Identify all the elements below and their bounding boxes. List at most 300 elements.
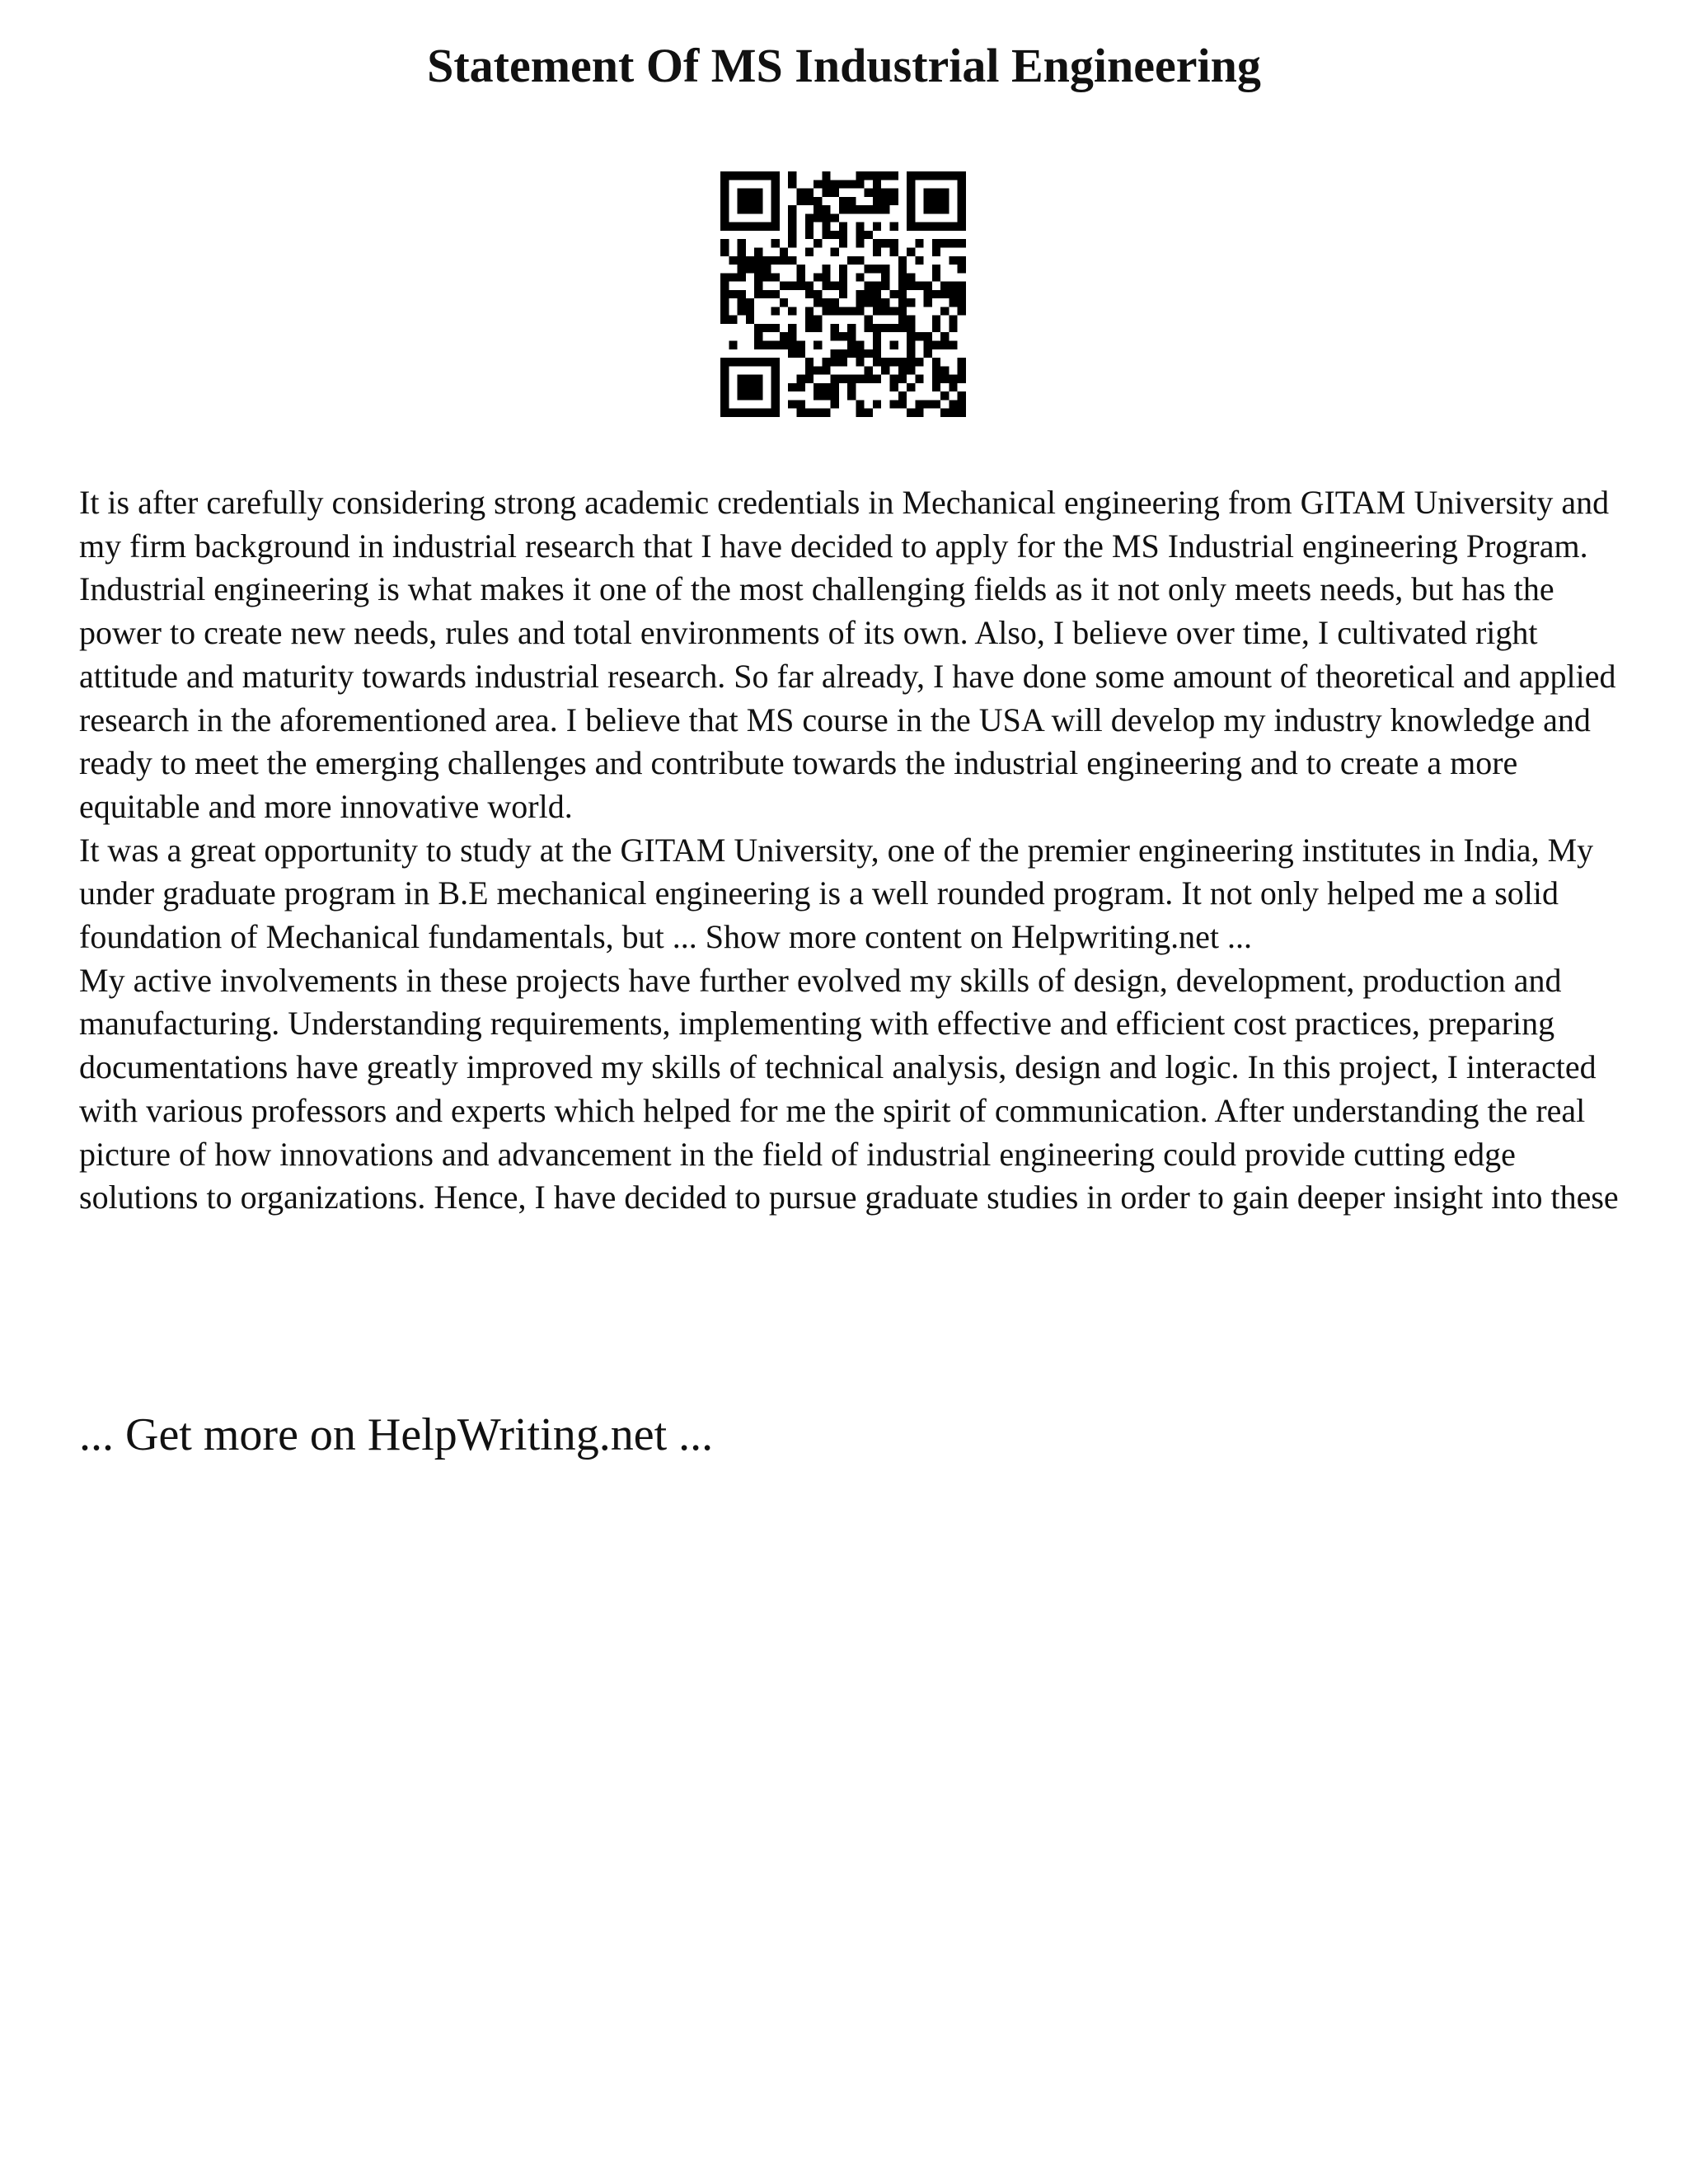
qr-module: [788, 171, 796, 180]
qr-module: [924, 341, 932, 349]
qr-module: [796, 400, 804, 408]
qr-module: [932, 375, 940, 383]
qr-module: [898, 358, 907, 366]
qr-module: [729, 341, 737, 349]
qr-module: [873, 349, 881, 358]
qr-module: [932, 171, 940, 180]
qr-module: [839, 375, 847, 383]
qr-module: [898, 265, 907, 273]
qr-module: [856, 349, 864, 358]
qr-module: [915, 358, 923, 366]
qr-module: [907, 349, 915, 358]
qr-module: [805, 189, 814, 197]
qr-module: [738, 273, 746, 281]
qr-module: [729, 358, 737, 366]
qr-module: [729, 171, 737, 180]
qr-module: [822, 409, 830, 417]
qr-module: [720, 197, 729, 205]
qr-module: [915, 171, 923, 180]
qr-module: [847, 197, 856, 205]
qr-module: [949, 375, 957, 383]
qr-module: [865, 189, 873, 197]
qr-module: [924, 349, 932, 358]
qr-module: [822, 307, 830, 315]
qr-module: [762, 290, 771, 298]
qr-module: [796, 383, 804, 391]
qr-module: [890, 307, 898, 315]
qr-module: [839, 290, 847, 298]
qr-module: [771, 375, 780, 383]
qr-module: [932, 400, 940, 408]
qr-module: [796, 349, 804, 358]
qr-module: [958, 265, 966, 273]
qr-module: [805, 290, 814, 298]
qr-module: [932, 290, 940, 298]
qr-module: [720, 247, 729, 255]
qr-module: [958, 239, 966, 247]
qr-module: [940, 290, 949, 298]
qr-module: [762, 265, 771, 273]
qr-module: [720, 223, 729, 231]
qr-module: [890, 383, 898, 391]
qr-module: [754, 265, 762, 273]
qr-module: [780, 247, 788, 255]
qr-module: [890, 223, 898, 231]
qr-module: [907, 341, 915, 349]
qr-module: [940, 391, 949, 400]
qr-module: [814, 239, 822, 247]
qr-module: [720, 282, 729, 290]
qr-module: [890, 324, 898, 332]
qr-module: [924, 298, 932, 307]
qr-module: [890, 171, 898, 180]
qr-module: [898, 366, 907, 374]
qr-module: [932, 316, 940, 324]
qr-module: [822, 358, 830, 366]
qr-module: [873, 265, 881, 273]
qr-module: [720, 213, 729, 222]
qr-module: [932, 223, 940, 231]
qr-module: [822, 383, 830, 391]
qr-module: [788, 349, 796, 358]
qr-module: [814, 197, 822, 205]
document-title: Statement Of MS Industrial Engineering: [427, 39, 1261, 92]
qr-module: [814, 341, 822, 349]
qr-module: [958, 298, 966, 307]
qr-module: [873, 298, 881, 307]
qr-module: [898, 316, 907, 324]
qr-module: [881, 324, 889, 332]
qr-module: [873, 282, 881, 290]
qr-module: [881, 205, 889, 213]
qr-module: [754, 189, 762, 197]
qr-module: [831, 213, 839, 222]
qr-module: [720, 383, 729, 391]
qr-module: [890, 189, 898, 197]
qr-module: [958, 307, 966, 315]
qr-module: [738, 358, 746, 366]
qr-module: [898, 298, 907, 307]
qr-module: [814, 205, 822, 213]
qr-module: [907, 332, 915, 340]
qr-module: [898, 375, 907, 383]
qr-module: [839, 349, 847, 358]
qr-module: [881, 197, 889, 205]
qr-module: [907, 205, 915, 213]
qr-module: [847, 205, 856, 213]
qr-module: [738, 239, 746, 247]
qr-module: [738, 290, 746, 298]
qr-module: [898, 290, 907, 298]
qr-module: [915, 282, 923, 290]
qr-module: [873, 247, 881, 255]
qr-module: [839, 332, 847, 340]
qr-module: [754, 171, 762, 180]
qr-module: [932, 273, 940, 281]
qr-module: [865, 171, 873, 180]
qr-module: [940, 282, 949, 290]
qr-module: [805, 197, 814, 205]
qr-module: [873, 358, 881, 366]
qr-module: [856, 256, 864, 265]
qr-module: [814, 213, 822, 222]
qr-module: [907, 273, 915, 281]
qr-module: [831, 375, 839, 383]
qr-module: [822, 180, 830, 188]
qr-module: [839, 273, 847, 281]
qr-module: [754, 223, 762, 231]
qr-module: [865, 324, 873, 332]
qr-module: [940, 332, 949, 340]
qr-module: [873, 400, 881, 408]
qr-module: [865, 290, 873, 298]
qr-module: [881, 307, 889, 315]
qr-module: [822, 205, 830, 213]
qr-module: [898, 256, 907, 265]
qr-module: [932, 197, 940, 205]
qr-module: [788, 282, 796, 290]
qr-module: [915, 239, 923, 247]
qr-module: [720, 273, 729, 281]
qr-module: [856, 341, 864, 349]
qr-module: [949, 383, 957, 391]
qr-module: [949, 298, 957, 307]
qr-module: [873, 223, 881, 231]
qr-module: [738, 223, 746, 231]
qr-module: [873, 324, 881, 332]
qr-module: [788, 205, 796, 213]
qr-module: [771, 213, 780, 222]
qr-module: [738, 391, 746, 400]
qr-module: [865, 366, 873, 374]
qr-module: [780, 282, 788, 290]
qr-module: [805, 409, 814, 417]
qr-module: [814, 383, 822, 391]
qr-module: [949, 290, 957, 298]
qr-module: [958, 171, 966, 180]
qr-module: [746, 298, 754, 307]
qr-module: [831, 282, 839, 290]
qr-module: [907, 316, 915, 324]
qr-module: [958, 213, 966, 222]
qr-module: [847, 256, 856, 265]
qr-module: [754, 197, 762, 205]
qr-module: [949, 400, 957, 408]
qr-module: [738, 189, 746, 197]
qr-module: [839, 205, 847, 213]
qr-module: [754, 358, 762, 366]
qr-module: [762, 358, 771, 366]
qr-module: [738, 205, 746, 213]
qr-module: [873, 307, 881, 315]
qr-module: [814, 273, 822, 281]
qr-module: [831, 400, 839, 408]
qr-module: [754, 247, 762, 255]
qr-module: [754, 290, 762, 298]
qr-module: [847, 341, 856, 349]
qr-module: [940, 239, 949, 247]
qr-module: [746, 409, 754, 417]
qr-module: [780, 298, 788, 307]
qr-module: [958, 409, 966, 417]
qr-module: [932, 383, 940, 391]
qr-module: [788, 332, 796, 340]
qr-module: [856, 273, 864, 281]
qr-module: [729, 256, 737, 265]
qr-module: [924, 205, 932, 213]
qr-module: [720, 366, 729, 374]
qr-module: [746, 307, 754, 315]
qr-module: [924, 400, 932, 408]
qr-module: [958, 400, 966, 408]
qr-module: [847, 180, 856, 188]
qr-module: [949, 239, 957, 247]
qr-module: [738, 409, 746, 417]
qr-module: [771, 341, 780, 349]
qr-module: [856, 358, 864, 366]
qr-module: [898, 307, 907, 315]
qr-module: [898, 391, 907, 400]
qr-module: [932, 324, 940, 332]
qr-module: [907, 282, 915, 290]
body-text: [79, 481, 1629, 1220]
qr-module: [729, 273, 737, 281]
qr-module: [780, 256, 788, 265]
qr-module: [856, 307, 864, 315]
qr-module: [958, 366, 966, 374]
qr-module: [754, 383, 762, 391]
qr-module: [754, 205, 762, 213]
qr-module: [856, 205, 864, 213]
qr-module: [907, 383, 915, 391]
qr-module: [839, 197, 847, 205]
qr-module: [924, 223, 932, 231]
qr-module: [822, 231, 830, 239]
get-more-link[interactable]: ... Get more on HelpWriting.net ...: [79, 1409, 714, 1460]
qr-module: [720, 375, 729, 383]
qr-module: [754, 375, 762, 383]
qr-module: [932, 366, 940, 374]
qr-module: [932, 239, 940, 247]
qr-module: [873, 197, 881, 205]
qr-module: [831, 307, 839, 315]
qr-module: [796, 409, 804, 417]
qr-module: [771, 256, 780, 265]
qr-module: [814, 180, 822, 188]
qr-module: [746, 391, 754, 400]
qr-module: [788, 341, 796, 349]
qr-module: [720, 298, 729, 307]
qr-module: [805, 247, 814, 255]
qr-module: [771, 180, 780, 188]
qr-module: [890, 197, 898, 205]
qr-module: [839, 282, 847, 290]
qr-module: [898, 282, 907, 290]
qr-module: [856, 400, 864, 408]
qr-module: [949, 223, 957, 231]
qr-module: [796, 265, 804, 273]
qr-module: [720, 316, 729, 324]
qr-module: [771, 223, 780, 231]
qr-module: [940, 375, 949, 383]
qr-module: [720, 307, 729, 315]
qr-module: [822, 282, 830, 290]
qr-module: [738, 256, 746, 265]
qr-module: [915, 400, 923, 408]
qr-module: [924, 290, 932, 298]
qr-module: [805, 316, 814, 324]
qr-module: [940, 307, 949, 315]
qr-module: [865, 265, 873, 273]
qr-module: [746, 265, 754, 273]
qr-module: [881, 366, 889, 374]
qr-module: [907, 247, 915, 255]
qr-module: [958, 290, 966, 298]
qr-module: [746, 256, 754, 265]
qr-module: [873, 290, 881, 298]
qr-module: [873, 205, 881, 213]
qr-module: [940, 197, 949, 205]
qr-module: [805, 213, 814, 222]
qr-module: [873, 341, 881, 349]
paragraph-intro: It is after carefully considering strong academic credentials in Mechanical engineering from GITAM University and my firm background in industrial research that I have decided to apply for the MS Industrial engineering Program. Industrial engineering is what makes it one of the most challenging fields as it not only meets needs, but has the power to create new needs, rules and total environments of its own. Also, I believe over time, I cultivated right attitude and maturity towards industrial research. So far already, I have done some amount of theoretical and applied research in the aforementioned area. I believe that MS course in the USA will develop my industry knowledge and ready to meet the emerging challenges and contribute towards the industrial engineering and to create a more equitable and more innovative world.: [79, 484, 1616, 825]
qr-module: [898, 273, 907, 281]
qr-module: [796, 273, 804, 281]
qr-module: [907, 324, 915, 332]
qr-module: [958, 375, 966, 383]
qr-module: [822, 171, 830, 180]
qr-module: [907, 213, 915, 222]
qr-module: [881, 171, 889, 180]
qr-module: [865, 231, 873, 239]
qr-module: [940, 341, 949, 349]
qr-module: [771, 307, 780, 315]
qr-module: [924, 171, 932, 180]
qr-module: [738, 247, 746, 255]
qr-module: [958, 358, 966, 366]
qr-module: [754, 324, 762, 332]
qr-module: [932, 247, 940, 255]
qr-module: [915, 256, 923, 265]
qr-module: [720, 409, 729, 417]
qr-module: [814, 298, 822, 307]
qr-module: [865, 375, 873, 383]
qr-module: [814, 290, 822, 298]
qr-module: [940, 409, 949, 417]
qr-module: [958, 256, 966, 265]
qr-module: [822, 298, 830, 307]
qr-module: [805, 231, 814, 239]
qr-module: [788, 383, 796, 391]
qr-module: [856, 290, 864, 298]
qr-module: [814, 316, 822, 324]
qr-module: [865, 205, 873, 213]
qr-module: [958, 223, 966, 231]
qr-module: [831, 189, 839, 197]
qr-module: [831, 332, 839, 340]
qr-module: [865, 349, 873, 358]
qr-module: [746, 223, 754, 231]
qr-module: [746, 205, 754, 213]
qr-module: [831, 391, 839, 400]
qr-module: [771, 409, 780, 417]
qr-module: [949, 341, 957, 349]
qr-module: [788, 324, 796, 332]
qr-module: [865, 316, 873, 324]
qr-module: [738, 375, 746, 383]
qr-module: [805, 223, 814, 231]
qr-module: [805, 282, 814, 290]
qr-module: [958, 391, 966, 400]
qr-module: [762, 256, 771, 265]
qr-module: [907, 180, 915, 188]
qr-module: [738, 197, 746, 205]
qr-module: [762, 341, 771, 349]
qr-module: [771, 273, 780, 281]
qr-module: [907, 409, 915, 417]
qr-module: [949, 409, 957, 417]
qr-module: [856, 180, 864, 188]
qr-module: [754, 391, 762, 400]
qr-module: [881, 358, 889, 366]
qr-module: [788, 400, 796, 408]
qr-module: [881, 273, 889, 281]
qr-module: [720, 205, 729, 213]
qr-module: [847, 375, 856, 383]
qr-module: [839, 223, 847, 231]
qr-module: [729, 223, 737, 231]
qr-module: [738, 265, 746, 273]
qr-module: [796, 189, 804, 197]
qr-module: [881, 239, 889, 247]
qr-module: [898, 400, 907, 408]
qr-module: [932, 265, 940, 273]
qr-module: [822, 273, 830, 281]
qr-module: [762, 409, 771, 417]
qr-module: [831, 298, 839, 307]
qr-module: [949, 324, 957, 332]
qr-module: [796, 282, 804, 290]
qr-module: [839, 239, 847, 247]
qr-module: [720, 358, 729, 366]
qr-module: [907, 358, 915, 366]
qr-module: [822, 391, 830, 400]
qr-module: [754, 409, 762, 417]
qr-module: [907, 366, 915, 374]
qr-module: [890, 239, 898, 247]
qr-module: [924, 282, 932, 290]
qr-module: [865, 409, 873, 417]
